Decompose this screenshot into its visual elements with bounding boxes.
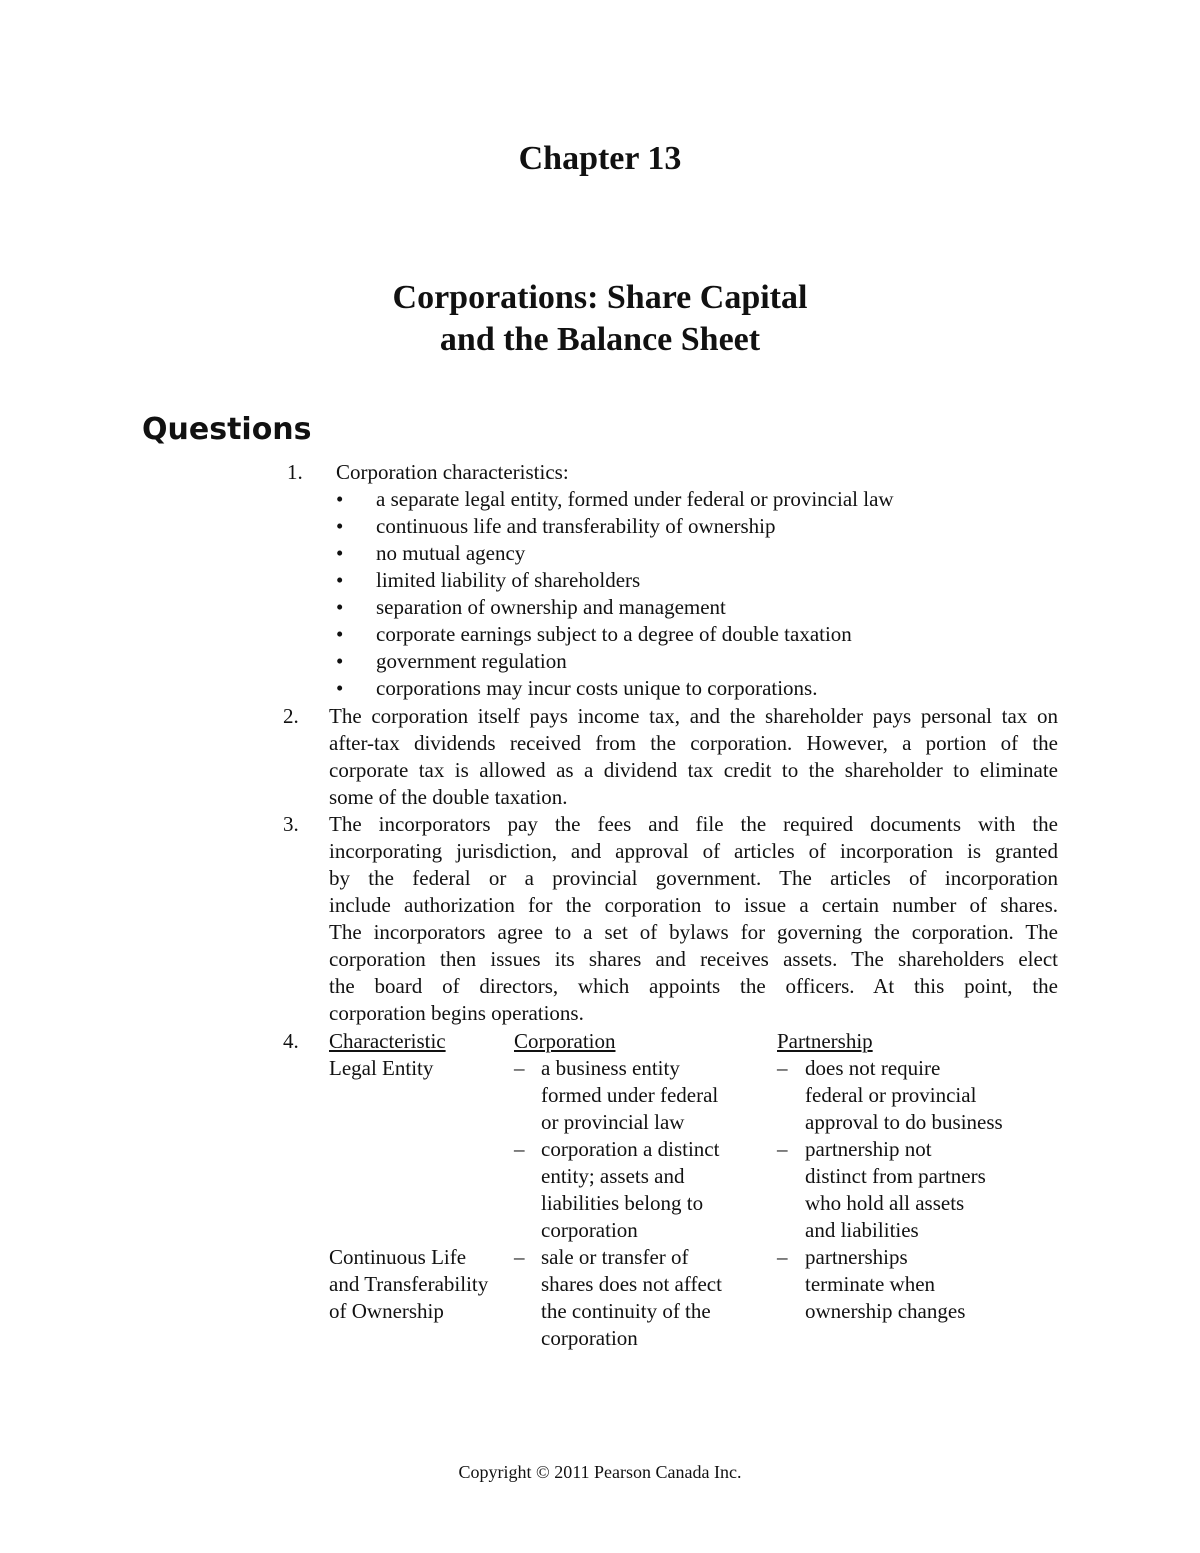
- corporation-cell: a business entity: [541, 1056, 680, 1080]
- partnership-cell: terminate when: [805, 1272, 936, 1296]
- bullet-marker: •: [336, 622, 344, 646]
- question-3-text: [329, 811, 1058, 1027]
- partnership-cell: approval to do business: [805, 1110, 1003, 1134]
- bullet-item: government regulation: [376, 649, 567, 673]
- question-2-text: [329, 703, 1058, 811]
- text-line: after-tax dividends received from the corporation. However, a portion of the: [329, 731, 1058, 755]
- corporation-cell: corporation: [541, 1326, 638, 1350]
- characteristic-cell: and Transferability: [329, 1272, 489, 1296]
- partnership-cell: who hold all assets: [805, 1191, 965, 1215]
- corporation-cell: corporation: [541, 1218, 638, 1242]
- text-line: corporation then issues its shares and receives assets. The shareholders elect: [329, 947, 1058, 971]
- chapter-heading: Chapter 13: [518, 140, 682, 177]
- dash-marker: –: [777, 1137, 788, 1161]
- text-line: The incorporators agree to a set of bylaws for governing the corporation. The: [329, 920, 1058, 944]
- question-number: 2.: [283, 704, 299, 728]
- bullet-item: a separate legal entity, formed under federal or provincial law: [376, 487, 894, 511]
- corporation-cell: or provincial law: [541, 1110, 685, 1134]
- corporation-cell: shares does not affect: [541, 1272, 722, 1296]
- dash-marker: –: [514, 1137, 525, 1161]
- bullet-item: limited liability of shareholders: [376, 568, 641, 592]
- dash-marker: –: [514, 1056, 525, 1080]
- characteristic-cell: Legal Entity: [329, 1056, 434, 1080]
- corporation-cell: entity; assets and: [541, 1164, 685, 1188]
- copyright-footer: Copyright © 2011 Pearson Canada Inc.: [458, 1462, 742, 1482]
- question-number: 1.: [287, 460, 303, 484]
- partnership-cell: does not require: [805, 1056, 941, 1080]
- text-line: The corporation itself pays income tax, and the shareholder pays personal tax on: [329, 704, 1058, 728]
- partnership-cell: and liabilities: [805, 1218, 919, 1242]
- column-header-partnership: Partnership: [777, 1029, 873, 1053]
- characteristic-cell: Continuous Life: [329, 1245, 467, 1269]
- text-line: The incorporators pay the fees and file the required documents with the: [329, 812, 1058, 836]
- bullet-marker: •: [336, 649, 344, 673]
- question-number: 4.: [283, 1029, 299, 1053]
- bullet-marker: •: [336, 568, 344, 592]
- partnership-cell: distinct from partners: [805, 1164, 986, 1188]
- bullet-marker: •: [336, 487, 344, 511]
- bullet-item: corporate earnings subject to a degree of double taxation: [376, 622, 852, 646]
- question-number: 3.: [283, 812, 299, 836]
- corporation-cell: formed under federal: [541, 1083, 719, 1107]
- characteristic-cell: of Ownership: [329, 1299, 444, 1323]
- text-line: by the federal or a provincial government. The articles of incorporation: [329, 866, 1058, 890]
- bullet-marker: •: [336, 514, 344, 538]
- bullet-marker: •: [336, 541, 344, 565]
- bullet-item: separation of ownership and management: [376, 595, 726, 619]
- partnership-cell: partnerships: [805, 1245, 908, 1269]
- dash-marker: –: [777, 1245, 788, 1269]
- text-line: the board of directors, which appoints the officers. At this point, the: [329, 974, 1058, 998]
- chapter-title: [0, 277, 1200, 361]
- bullet-marker: •: [336, 595, 344, 619]
- title-line: Corporations: Share Capital: [392, 279, 808, 316]
- text-line: corporation begins operations.: [329, 1001, 584, 1025]
- bullet-item: no mutual agency: [376, 541, 526, 565]
- dash-marker: –: [777, 1056, 788, 1080]
- title-line: and the Balance Sheet: [439, 321, 761, 358]
- corporation-cell: liabilities belong to: [541, 1191, 704, 1215]
- partnership-cell: partnership not: [805, 1137, 932, 1161]
- bullet-marker: •: [336, 676, 344, 700]
- dash-marker: –: [514, 1245, 525, 1269]
- text-line: incorporating jurisdiction, and approval of articles of incorporation is granted: [329, 839, 1058, 863]
- column-header-corporation: Corporation: [514, 1029, 616, 1053]
- bullet-item: corporations may incur costs unique to corporations.: [376, 676, 818, 700]
- corporation-cell: corporation a distinct: [541, 1137, 720, 1161]
- text-line: include authorization for the corporation to issue a certain number of shares.: [329, 893, 1058, 917]
- corporation-cell: the continuity of the: [541, 1299, 711, 1323]
- column-header-characteristic: Characteristic: [329, 1029, 446, 1053]
- partnership-cell: federal or provincial: [805, 1083, 977, 1107]
- text-line: some of the double taxation.: [329, 785, 568, 809]
- partnership-cell: ownership changes: [805, 1299, 966, 1323]
- question-1-intro: Corporation characteristics:: [336, 460, 569, 484]
- bullet-item: continuous life and transferability of ownership: [376, 514, 776, 538]
- corporation-cell: sale or transfer of: [541, 1245, 689, 1269]
- section-heading: Questions: [142, 412, 312, 447]
- text-line: corporate tax is allowed as a dividend tax credit to the shareholder to eliminate: [329, 758, 1058, 782]
